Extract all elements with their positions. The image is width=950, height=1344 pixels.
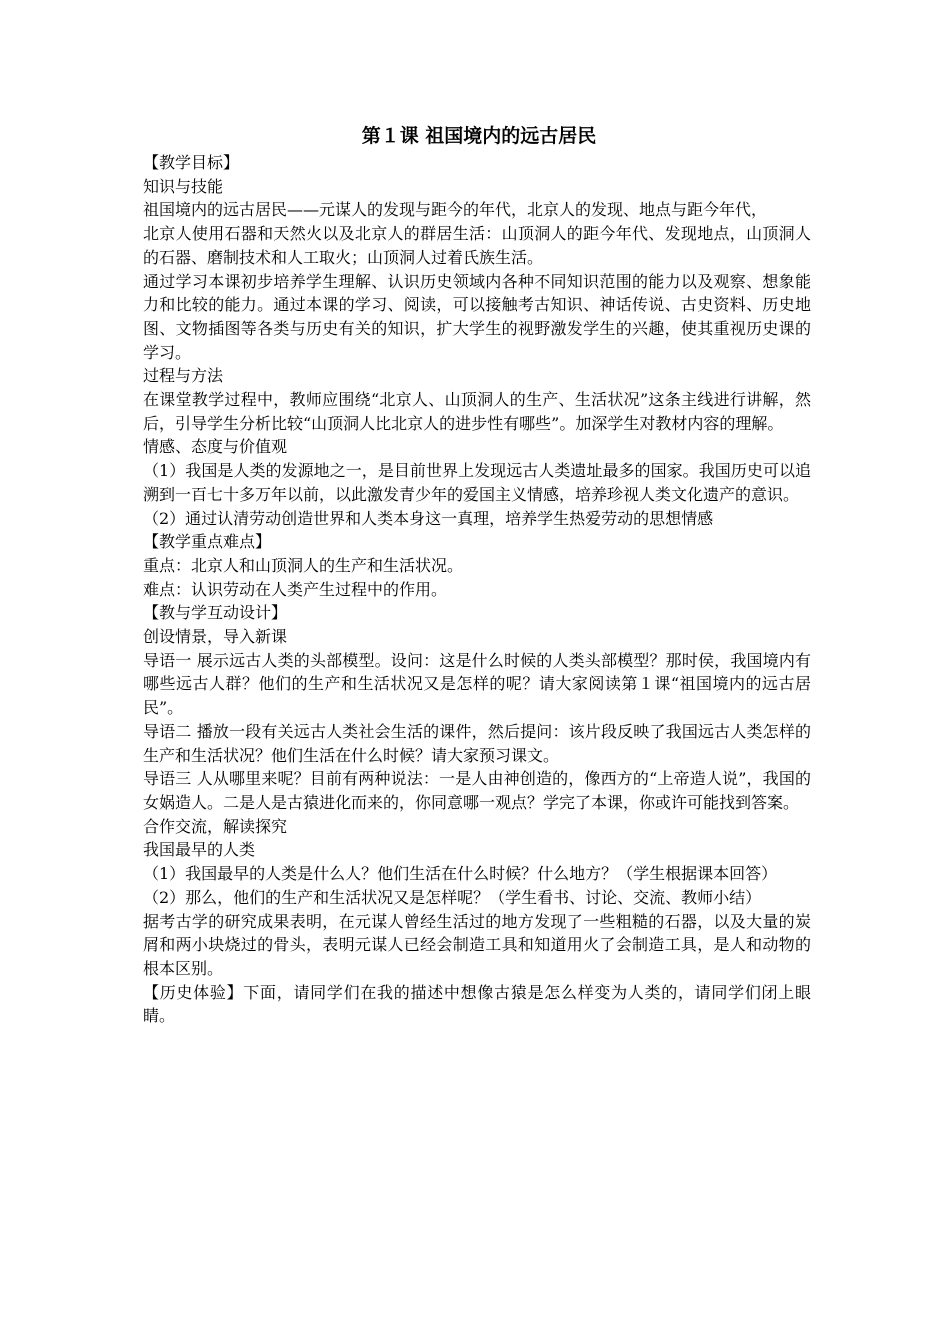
subheading-earliest-humans: 我国最早的人类	[143, 840, 256, 860]
paragraph: （2）通过认清劳动创造世界和人类本身这一真理，培养学生热爱劳动的思想情感	[143, 508, 714, 528]
paragraph: 通过学习本课初步培养学生理解、认识历史领域内各种不同知识范围的能力以及观察、想象能力和比较的能力。通过本课的学习、阅读，可以接触考古知识、神话传说、古史资料、历史地图、文物插图等各类与历史有关的知识，扩大学生的视野激发学生的兴趣，使其重视历史课的学习。	[143, 271, 811, 362]
paragraph: （1）我国是人类的发源地之一，是目前世界上发现远古人类遗址最多的国家。我国历史可以追溯到一百七十多万年以前，以此激发青少年的爱国主义情感，培养珍视人类文化遗产的意识。	[143, 461, 811, 504]
lesson-title: 第１课 祖国境内的远古居民	[361, 125, 597, 147]
section-heading-interaction: 【教与学互动设计】	[143, 603, 288, 623]
subheading-cooperation: 合作交流，解读探究	[143, 816, 288, 836]
paragraph: 导语二 播放一段有关远古人类社会生活的课件，然后提问：该片段反映了我国远古人类怎样的生产和生活状况？他们生活在什么时候？请大家预习课文。	[143, 721, 811, 765]
paragraph: 重点：北京人和山顶洞人的生产和生活状况。	[143, 555, 464, 575]
subheading-knowledge-skills: 知识与技能	[143, 176, 224, 196]
paragraph: 难点：认识劳动在人类产生过程中的作用。	[143, 579, 448, 599]
paragraph: 祖国境内的远古居民——元谋人的发现与距今的年代，北京人的发现、地点与距今年代，	[143, 200, 768, 220]
paragraph: （2）那么，他们的生产和生活状况又是怎样呢？（学生看书、讨论、交流、教师小结）	[143, 887, 762, 907]
paragraph: 北京人使用石器和天然火以及北京人的群居生活：山顶洞人的距今年代、发现地点，山顶洞人的石器、磨制技术和人工取火；山顶洞人过着氏族生活。	[143, 224, 811, 267]
paragraph: 据考古学的研究成果表明，在元谋人曾经生活过的地方发现了一些粗糙的石器，以及大量的炭屑和两小块烧过的骨头，表明元谋人已经会制造工具和知道用火了会制造工具，是人和动物的根本区别。	[143, 911, 811, 978]
paragraph: 【历史体验】下面，请同学们在我的描述中想像古猿是怎么样变为人类的，请同学们闭上眼睛。	[143, 982, 811, 1026]
subheading-intro: 创设情景，导入新课	[143, 627, 288, 647]
paragraph: （1）我国最早的人类是什么人？他们生活在什么时候？什么地方？（学生根据课本回答）	[143, 864, 778, 884]
subheading-values: 情感、态度与价值观	[143, 437, 288, 457]
section-heading-goals: 【教学目标】	[143, 153, 240, 172]
subheading-process-method: 过程与方法	[143, 366, 224, 386]
paragraph: 导语三 人从哪里来呢？目前有两种说法：一是人由神创造的，像西方的“上帝造人说”，我国的女娲造人。二是人是古猿进化而来的，你同意哪一观点？学完了本课，你或许可能找到答案。	[143, 769, 811, 812]
document-page	[143, 122, 811, 1028]
section-heading-key-points: 【教学重点难点】	[143, 532, 272, 552]
paragraph: 导语一 展示远古人类的头部模型。设问：这是什么时候的人类头部模型？那时侯，我国境内有哪些远古人群？他们的生产和生活状况又是怎样的呢？请大家阅读第１课“祖国境内的远古居民”。	[143, 650, 811, 718]
paragraph: 在课堂教学过程中，教师应围绕“北京人、山顶洞人的生产、生活状况”这条主线进行讲解，然后，引导学生分析比较“山顶洞人比北京人的进步性有哪些”。加深学生对教材内容的理解。	[143, 390, 811, 433]
